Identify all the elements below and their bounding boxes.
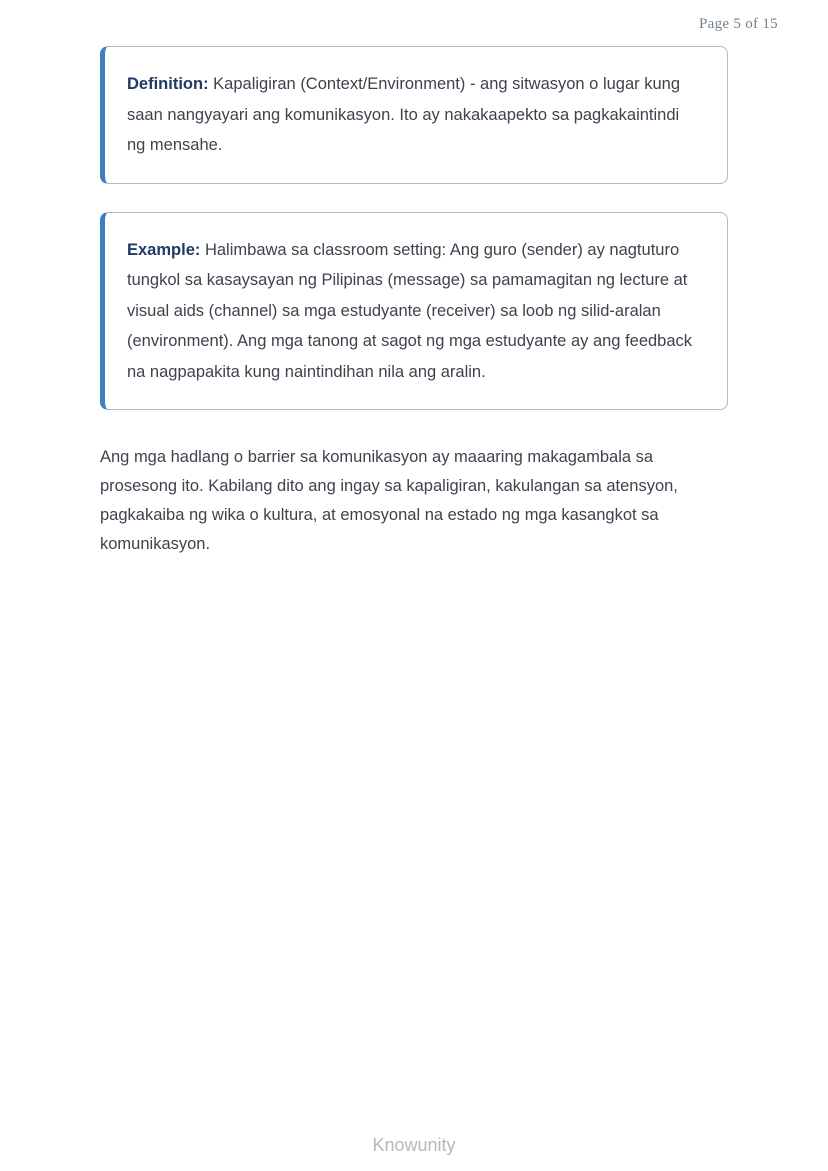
page-content — [100, 46, 728, 559]
definition-callout — [100, 46, 728, 184]
example-callout — [100, 212, 728, 411]
footer-brand: Knowunity — [372, 1135, 456, 1155]
example-label: Example: — [127, 240, 201, 259]
definition-callout-text — [127, 69, 701, 161]
definition-body: Kapaligiran (Context/Environment) - ang sitwasyon o lugar kung saan nangyayari ang komunikasyon. Ito ay nakakaapekto sa pagkakaintindi ng mensahe. — [127, 75, 680, 154]
page-indicator: Page 5 of 15 — [698, 16, 778, 32]
example-callout-text — [127, 235, 701, 388]
example-body: Halimbawa sa classroom setting: Ang guro (sender) ay nagtuturo tungkol sa kasaysayan ng Pilipinas (message) sa pamamagitan ng lecture at visual aids (channel) sa mga estudyante (receiver) sa loob ng silid-aralan (environment). Ang mga tanong at sagot ng mga estudyante ay ang feedback na nagpapakita kung naintindihan nila ang aralin. — [127, 240, 693, 381]
body-paragraph: Ang mga hadlang o barrier sa komunikasyon ay maaaring makagambala sa prosesong ito. Kabilang dito ang ingay sa kapaligiran, kakulangan sa atensyon, pagkakaiba ng wika o kultura, at emosyonal na estado ng mga kasangkot sa komunikasyon. — [100, 448, 678, 553]
definition-label: Definition: — [127, 75, 209, 93]
